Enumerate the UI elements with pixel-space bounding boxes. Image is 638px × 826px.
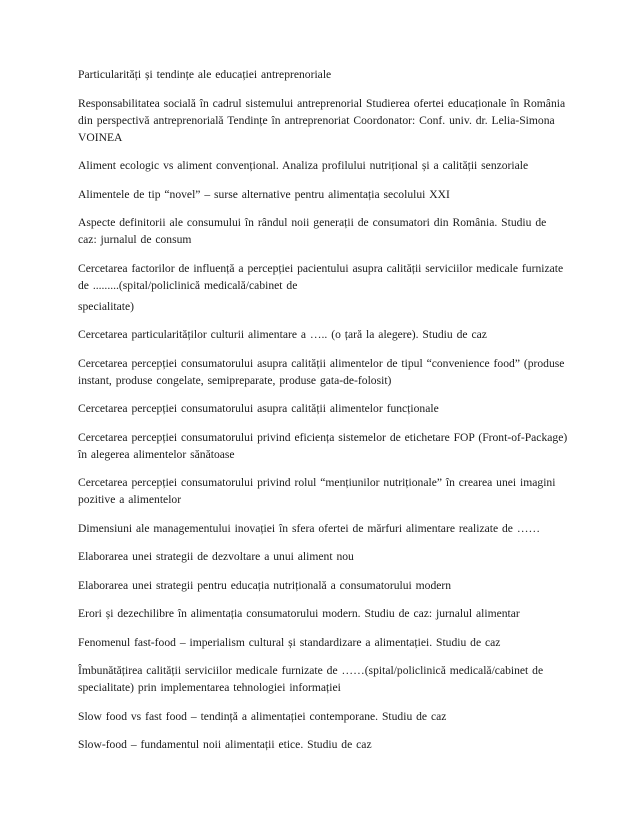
topic-item: Fenomenul fast-food – imperialism cultural și standardizare a alimentației. Studiu de caz: [78, 635, 501, 649]
topic-item: Responsabilitatea socială în cadrul sistemului antreprenorial Studierea ofertei educaționale în România din perspectivă antreprenorială Tendințe în antreprenoriat Coordonator: Conf. univ. dr. Lelia-Simona VOINEA: [78, 96, 566, 144]
topic-item: Cercetarea percepției consumatorului asupra calității alimentelor funcționale: [78, 402, 439, 415]
topic-item: Aspecte definitorii ale consumului în rândul noii generații de consumatori din România. Studiu de caz: jurnalul de consum: [78, 216, 547, 246]
topic-item: Cercetarea percepției consumatorului privind rolul “mențiunilor nutriționale” în crearea unei imagini pozitive a alimentelor: [78, 476, 556, 506]
topic-item: Cercetarea particularităților culturii alimentare a ….. (o țară la alegere). Studiu de caz: [78, 328, 487, 341]
topic-item: Aliment ecologic vs aliment convențional. Analiza profilului nutrițional și a calității senzoriale: [78, 159, 529, 172]
topic-item: Îmbunătățirea calității serviciilor medicale furnizate de ……(spital/policlinică medicală/cabinet de specialitate) prin implementarea tehnologiei informației: [78, 664, 544, 694]
topic-item: Elaborarea unei strategii pentru educația nutrițională a consumatorului modern: [78, 578, 452, 592]
topic-item: Dimensiuni ale managementului inovației în sfera ofertei de mărfuri alimentare realizate de ……: [78, 521, 541, 535]
topic-item: Cercetarea percepției consumatorului asupra calității alimentelor de tipul “convenience food” (produse instant, produse congelate, semipreparate, produse gata-de-folosit): [78, 356, 565, 387]
topic-list: [78, 66, 568, 765]
topic-item: Particularități și tendințe ale educației antreprenoriale: [78, 68, 332, 81]
topic-item: Slow-food – fundamentul noii alimentații etice. Studiu de caz: [78, 738, 372, 751]
topic-item: Slow food vs fast food – tendință a alimentației contemporane. Studiu de caz: [78, 709, 447, 723]
topic-item: Elaborarea unei strategii de dezvoltare a unui aliment nou: [78, 550, 354, 563]
topic-item: Cercetarea factorilor de influență a percepției pacientului asupra calității serviciilor medicale furnizate de .........(spital/policlinică medicală/cabinet de: [78, 261, 564, 292]
topic-item: Erori și dezechilibre în alimentația consumatorului modern. Studiu de caz: jurnalul alimentar: [78, 607, 520, 620]
topic-item: Cercetarea percepției consumatorului privind eficiența sistemelor de etichetare FOP (Front-of-Package) în alegerea alimentelor sănătoase: [78, 430, 568, 461]
topic-item: Alimentele de tip “novel” – surse alternative pentru alimentația secolului XXI: [78, 187, 450, 201]
topic-item-continuation: specialitate): [78, 299, 135, 313]
